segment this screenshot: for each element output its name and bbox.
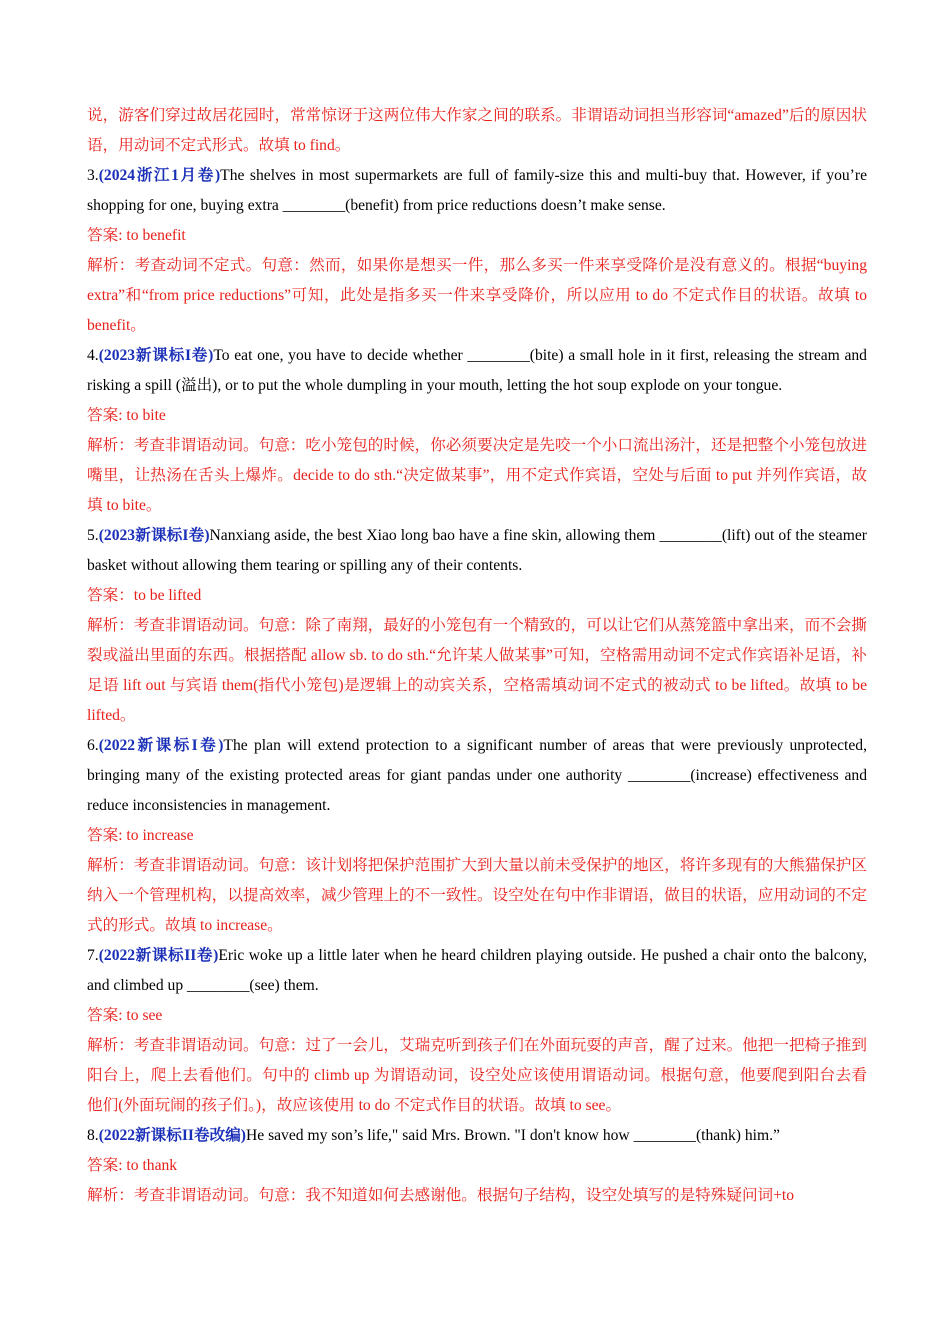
analysis-8: 解析：考查非谓语动词。句意：我不知道如何去感谢他。根据句子结构，设空处填写的是特殊疑问词+to [87,1187,795,1204]
question-7 [87,941,867,1001]
question-number: 5. [87,527,99,544]
question-8 [87,1121,867,1151]
answer-5: 答案：to be lifted [87,587,202,604]
question-stem: The shelves in most supermarkets are full of family-size this and multi-buy that. However, if you’re shopping for one, buying extra ________(benefit) from price reductions doesn’t make sense. [87,167,867,214]
question-stem: Nanxiang aside, the best Xiao long bao have a fine skin, allowing them ________(lift) out of the steamer basket without allowing them tearing or spilling any of their contents. [87,527,867,574]
question-stem: To eat one, you have to decide whether ________(bite) a small hole in it first, releasing the stream and risking a spill (溢出), or to put the whole dumpling in your mouth, letting the hot soup explode on your tongue. [87,347,867,394]
answer-8: 答案: to thank [87,1157,178,1174]
analysis-7: 解析：考查非谓语动词。句意：过了一会儿，艾瑞克听到孩子们在外面玩耍的声音，醒了过来。他把一把椅子推到阳台上，爬上去看他们。句中的 climb up 为谓语动词，设空处应该使用谓语动词。根据句意，他要爬到阳台去看他们(外面玩闹的孩子们。)，故应该使用 to do 不定式作目的状语。故填 to see。 [87,1037,867,1114]
question-source: (2022新课标II卷改编) [98,1127,246,1144]
document-page [87,101,867,1211]
question-stem: The plan will extend protection to a significant number of areas that were previously unprotected, bringing many of the existing protected areas for giant pandas under one authority ________(increase) effectiveness and reduce inconsistencies in management. [87,737,867,814]
question-number: 3. [87,167,99,184]
question-number: 4. [87,347,99,364]
answer-3: 答案: to benefit [87,227,186,244]
answer-4: 答案: to bite [87,407,166,424]
question-5 [87,521,867,581]
answer-7: 答案: to see [87,1007,163,1024]
analysis-3: 解析：考查动词不定式。句意：然而，如果你是想买一件，那么多买一件来享受降价是没有意义的。根据“buying extra”和“from price reductions”可知，此处是指多买一件来享受降价，所以应用 to do 不定式作目的状语。故填 to benefit。 [87,257,867,334]
analysis-5: 解析：考查非谓语动词。句意：除了南翔，最好的小笼包有一个精致的，可以让它们从蒸笼篮中拿出来，而不会撕裂或溢出里面的东西。根据搭配 allow sb. to do sth.“允许某人做某事”可知，空格需用动词不定式作宾语补足语，补足语 lift out 与宾语 them(指代小笼包)是逻辑上的动宾关系，空格需填动词不定式的被动式 to be lifted。故填 to be lifted。 [87,617,867,724]
top-analysis: 说，游客们穿过故居花园时，常常惊讶于这两位伟大作家之间的联系。非谓语动词担当形容词“amazed”后的原因状语，用动词不定式形式。故填 to find。 [87,107,867,154]
question-source: (2023新课标I卷) [98,347,214,364]
analysis-4: 解析：考查非谓语动词。句意：吃小笼包的时候，你必须要决定是先咬一个小口流出汤汁，还是把整个小笼包放进嘴里，让热汤在舌头上爆炸。decide to do sth.“决定做某事”，用不定式作宾语，空处与后面 to put 并列作宾语，故填 to bite。 [87,437,867,514]
question-number: 7. [87,947,99,964]
question-stem: Eric woke up a little later when he heard children playing outside. He pushed a chair onto the balcony, and climbed up ________(see) them. [87,947,867,994]
question-3 [87,161,867,221]
question-source: (2023新课标I卷) [98,527,210,544]
question-source: (2022新课标I卷) [98,737,224,754]
answer-6: 答案: to increase [87,827,194,844]
question-6 [87,731,867,821]
question-source: (2024浙江1月卷) [98,167,221,184]
question-source: (2022新课标II卷) [98,947,219,964]
question-stem: He saved my son’s life," said Mrs. Brown. "I don't know how ________(thank) him.” [245,1127,780,1144]
question-number: 6. [87,737,99,754]
analysis-6: 解析：考查非谓语动词。句意：该计划将把保护范围扩大到大量以前未受保护的地区，将许多现有的大熊猫保护区纳入一个管理机构，以提高效率，减少管理上的不一致性。设空处在句中作非谓语，做目的状语，应用动词的不定式的形式。故填 to increase。 [87,857,867,934]
question-number: 8. [87,1127,99,1144]
question-4 [87,341,867,401]
